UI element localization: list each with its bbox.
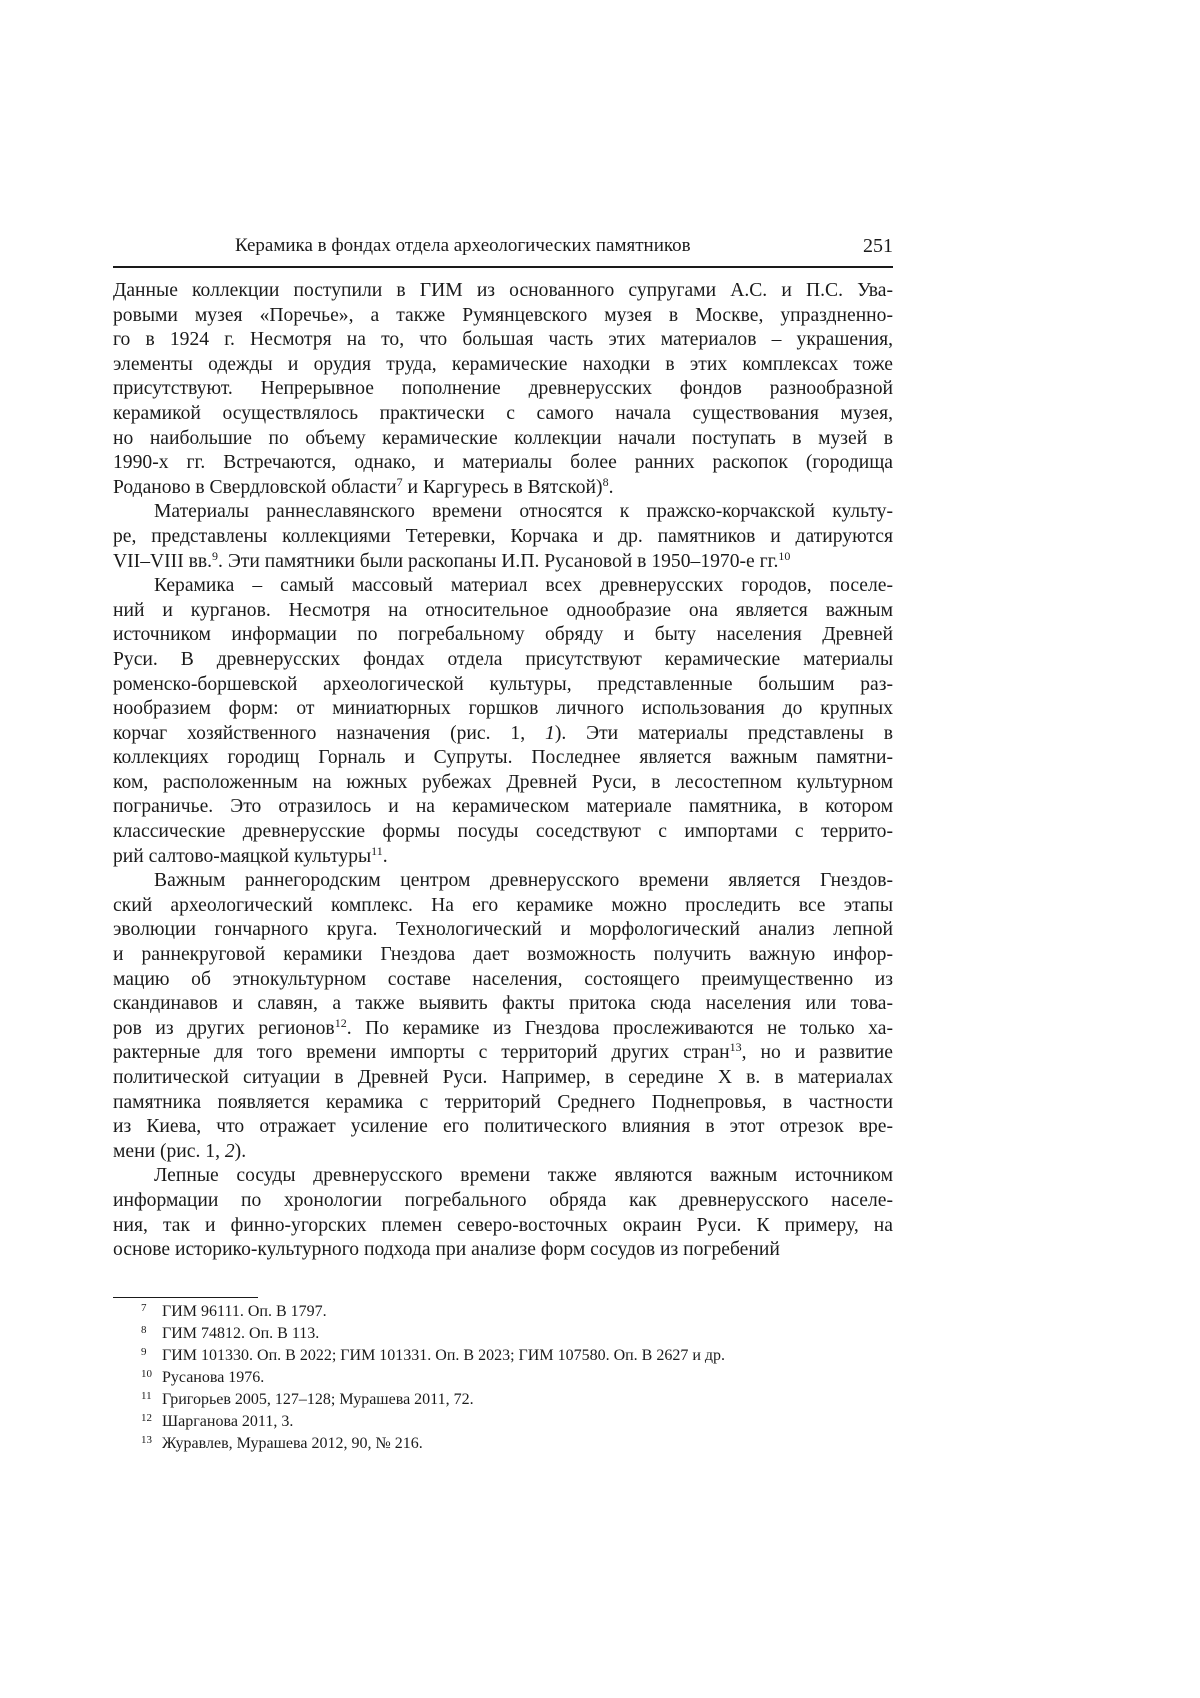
text-line: основе историко-культурного подхода при анализе форм сосудов из погребений	[113, 1239, 780, 1261]
text-line: рактерные для того времени импорты с территорий других стран$^{13}$, но и развитие	[113, 1040, 893, 1064]
paragraph	[113, 500, 893, 574]
footnote-text: Русанова 1976.	[162, 1369, 265, 1386]
footnote: 9 ГИМ 101330. Оп. В 2022; ГИМ 101331. Оп. В 2023; ГИМ 107580. Оп. В 2627 и др.	[141, 1346, 726, 1364]
text-line: ре, представлены коллекциями Тетеревки, Корчака и др. памятников и датируются	[113, 525, 893, 547]
text-line: присутствуют. Непрерывное пополнение древнерусских фондов разнообразной	[113, 378, 893, 400]
text-line: ния, так и финно-угорских племен северо-восточных окраин Руси. К примеру, на	[113, 1214, 893, 1236]
footnote-text: ГИМ 96111. Оп. В 1797.	[162, 1303, 327, 1320]
footnote-separator	[113, 1297, 258, 1298]
text-line: из Киева, что отражает усиление его политического влияния в этот отрезок вре-	[113, 1116, 893, 1138]
footnote: 13 Журавлев, Мурашева 2012, 90, № 216.	[141, 1434, 423, 1452]
footnote-text: ГИМ 74812. Оп. В 113.	[162, 1325, 320, 1342]
text-line: ров из других регионов$^{12}$. По керамике из Гнездова прослеживаются не только ха-	[113, 1015, 893, 1039]
text-line: нообразием форм: от миниатюрных горшков личного использования до крупных	[113, 698, 893, 720]
text-line: ровыми музея «Поречье», а также Румянцевского музея в Москве, упраздненно-	[113, 304, 893, 326]
text-line: источником информации по погребальному обряду и быту населения Древней	[113, 624, 893, 646]
text-line: информации по хронологии погребального обряда как древнерусского населе-	[113, 1189, 893, 1211]
footnotes	[141, 1301, 901, 1455]
footnote: 10 Русанова 1976.	[141, 1368, 265, 1386]
footnote-text: ГИМ 101330. Оп. В 2022; ГИМ 101331. Оп. В 2023; ГИМ 107580. Оп. В 2627 и др.	[162, 1347, 726, 1364]
paragraph	[113, 1164, 893, 1262]
text-line: Роданово в Свердловской области$^7$ и Каргуресь в Вятской)$^8$.	[113, 474, 614, 498]
text-line: политической ситуации в Древней Руси. Например, в середине X в. в материалах	[113, 1067, 893, 1088]
text-line: 1990-х гг. Встречаются, однако, и материалы более ранних раскопок (городища	[113, 452, 893, 474]
footnote: 7 ГИМ 96111. Оп. В 1797.	[141, 1302, 327, 1320]
text-line: рий салтово-маяцкой культуры$^{11}$.	[113, 843, 388, 867]
text-line: мени (рис. 1, 2).	[113, 1140, 247, 1162]
text-line: Важным раннегородским центром древнерусского времени является Гнездов-	[154, 870, 893, 892]
text-line: и раннекруговой керамики Гнездова дает возможность получить важную инфор-	[113, 944, 893, 966]
text-line: ком, расположенным на южных рубежах Древней Руси, в лесостепном культурном	[113, 771, 893, 793]
text-line: VII–VIII вв.$^9$. Эти памятники были раскопаны И.П. Русановой в 1950–1970-е гг.$^{10}$	[113, 548, 791, 572]
footnote-ref: 8	[602, 474, 609, 489]
text-line: пограничье. Это отразилось и на керамическом материале памятника, в котором	[113, 796, 893, 818]
text-line: коллекциях городищ Горналь и Супруты. Последнее является важным памятни-	[113, 747, 893, 769]
paragraph	[113, 279, 893, 500]
text-line: памятника появляется керамика с территорий Среднего Поднепровья, в частности	[113, 1091, 893, 1113]
figure-ref-italic: 1	[545, 722, 555, 744]
page-number: 251	[863, 235, 893, 257]
text-line: но наибольшие по объему керамические коллекции начали поступать в музей в	[113, 427, 893, 449]
footnote: 12 Шарганова 2011, 3.	[141, 1412, 294, 1430]
footnote-ref: 9	[212, 548, 219, 563]
main-text	[113, 279, 893, 1263]
text-line: ний и курганов. Несмотря на относительное однообразие она является важным	[113, 599, 893, 621]
footnote: 8 ГИМ 74812. Оп. В 113.	[141, 1324, 320, 1342]
footnote-ref: 13	[729, 1040, 742, 1055]
text-line: корчаг хозяйственного назначения (рис. 1, 1). Эти материалы представлены в	[113, 722, 893, 744]
running-title: Керамика в фондах отдела археологических памятников	[235, 235, 691, 256]
text-line: роменско-боршевской археологической культуры, представленные большим раз-	[113, 673, 893, 695]
text-line: керамикой осуществлялось практически с самого начала существования музея,	[113, 402, 893, 424]
text-line: эволюции гончарного круга. Технологический и морфологический анализ лепной	[113, 919, 893, 941]
footnote-text: Журавлев, Мурашева 2012, 90, № 216.	[162, 1435, 423, 1452]
footnote-ref: 7	[396, 474, 403, 489]
text-line: мацию об этнокультурном составе населения, состоящего преимущественно из	[113, 968, 893, 990]
text-line: скандинавов и славян, а также выявить факты притока сюда населения или това-	[113, 993, 893, 1015]
running-header	[113, 232, 893, 268]
text-line: го в 1924 г. Несмотря на то, что большая часть этих материалов – украшения,	[113, 329, 893, 351]
footnote-text: Шарганова 2011, 3.	[162, 1413, 294, 1430]
text-line: элементы одежды и орудия труда, керамические находки в этих комплексах тоже	[113, 353, 893, 375]
footnote-ref: 12	[334, 1015, 347, 1030]
text-line: ский археологический комплекс. На его керамике можно проследить все этапы	[113, 894, 893, 916]
footnote-ref: 11	[371, 843, 383, 858]
paragraph	[113, 574, 893, 869]
footnote-ref: 10	[778, 548, 791, 563]
text-line: Керамика – самый массовый материал всех древнерусских городов, поселе-	[154, 575, 893, 597]
footnote-text: Григорьев 2005, 127–128; Мурашева 2011, 72.	[162, 1391, 474, 1408]
text-line: классические древнерусские формы посуды соседствуют с импортами с террито-	[113, 821, 893, 843]
text-line: Руси. В древнерусских фондах отдела присутствуют керамические материалы	[113, 648, 893, 670]
text-line: Данные коллекции поступили в ГИМ из основанного супругами А.С. и П.С. Ува-	[113, 280, 893, 301]
figure-ref-italic: 2	[224, 1140, 235, 1162]
paragraph	[113, 869, 893, 1164]
text-line: Лепные сосуды древнерусского времени также являются важным источником	[154, 1165, 893, 1187]
footnote: 11 Григорьев 2005, 127–128; Мурашева 2011, 72.	[141, 1390, 474, 1408]
text-line: Материалы раннеславянского времени относятся к пражско-корчакской культу-	[154, 501, 893, 523]
